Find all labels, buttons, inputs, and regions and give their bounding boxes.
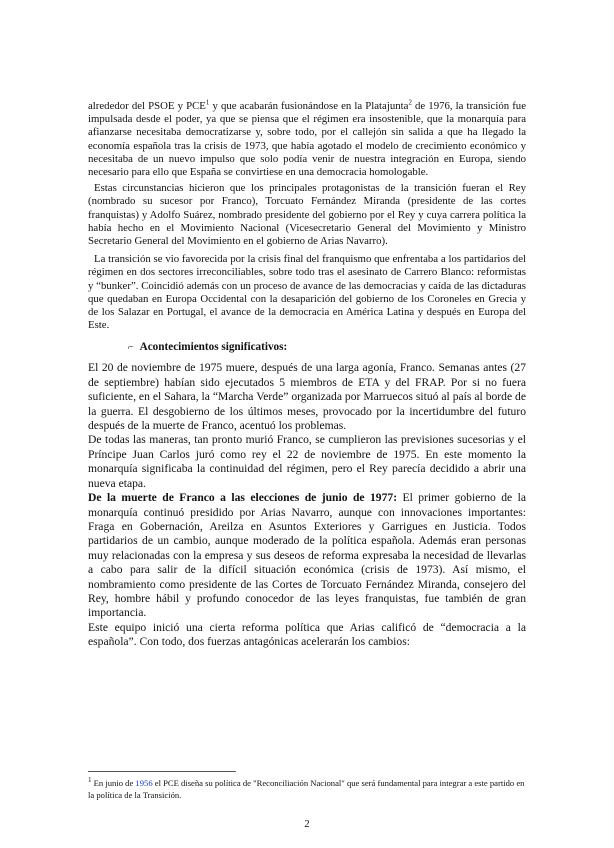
text-run: el PCE diseña su política de "Reconciliación Nacional" que será fundamental para integrar a este partido en la política de la Transición. — [88, 778, 525, 801]
footnote-year-link[interactable]: 1956 — [135, 778, 153, 788]
subheading-inline: De la muerte de Franco a las elecciones de junio de 1977: — [88, 491, 398, 505]
paragraph-first-government — [88, 491, 526, 621]
paragraph-succession: De todas las maneras, tan pronto murió Franco, se cumplieron las previsiones sucesorias y el Príncipe Juan Carlos juró como rey el 22 de noviembre de 1975. En este momento la monarquía significaba la continuidad del régimen, pero el Rey parecía decidido a abrir una nueva etapa. — [88, 433, 526, 490]
paragraph-reform: Este equipo inició una cierta reforma política que Arias calificó de “democracia a la española”. Con todo, dos fuerzas antagónicas acelerarán los cambios: — [88, 620, 526, 649]
bullet-icon: ⌐ — [128, 342, 134, 354]
section-heading — [88, 340, 526, 355]
footnote-ref-1[interactable]: 1 — [205, 98, 210, 107]
footnote-mark: 1 — [88, 776, 92, 785]
footnote-ref-2[interactable]: 2 — [408, 98, 412, 107]
document-body — [88, 100, 526, 650]
text-run: En junio de — [91, 778, 136, 788]
text-run: y que acabarán fusionándose en la Platajunta — [209, 100, 409, 112]
page-number: 2 — [304, 818, 310, 830]
text-run: El primer gobierno de la monarquía continuó presidido por Arias Navarro, aunque con innovaciones importantes: Fraga en Gobernación, Areilza en Asuntos Exteriores y Garrigues en Justicia. Todos partidarios de un cambio, aunque moderado de la política española. Además eran personas muy relacionadas con la empresa y sus deseos de reforma expresaba la necesidad de llevarlas a cabo para salir de la difícil situación económica (crisis de 1973). Así mismo, el nombramiento como presidente de las Cortes de Torcuato Fernández Miranda, consejero del Rey, hombre hábil y profundo conocedor de las leyes franquistas, fue también de gran importancia. — [88, 491, 526, 620]
footnote — [88, 777, 526, 801]
text-run: alrededor del PSOE y PCE — [88, 100, 206, 112]
paragraph-crisis: La transición se vio favorecida por la crisis final del franquismo que enfrentaba a los partidarios del régimen en dos sectores irreconciliables, sobre todo tras el asesinato de Carrero Blanco: reformistas y “bunker”. Coincidió además con un proceso de avance de las democracias y caída de las dictaduras que quedaban en Europa Occidental con la desaparición del gobierno de los Coroneles en Grecia y de los Salazar en Portugal, el avance de la democracia en América Latina y después en Europa del Este. — [88, 253, 526, 332]
text-run: de 1976, la transición fue impulsada desde el poder, ya que se piensa que el régimen era insostenible, que la monarquía para afianzarse necesitaba democratizarse y, sobre todo, por el callejón sin salida a que ha llegado la economía española tras la crisis de 1973, que había agotado el modelo de crecimiento económico y necesitaba de un nuevo impulso que solo podía venir de nuestra integración en Europa, siendo necesario para ello que España se convirtiese en una democracia homologable. — [88, 100, 527, 179]
section-heading-text: Acontecimientos significativos: — [139, 341, 288, 354]
paragraph-franco-death: El 20 de noviembre de 1975 muere, después de una larga agonía, Franco. Semanas antes (27 de septiembre) habían sido ejecutados 5 miembros de ETA y del FRAP. Por si no fuera suficiente, en el Sahara, la “Marcha Verde” organizada por Marruecos situó al país al borde de la guerra. El desgobierno de los últimos meses, provocado por la incertidumbre del futuro después de la muerte de Franco, acentuó los problemas. — [88, 361, 526, 433]
paragraph-protagonists: Estas circunstancias hicieron que los principales protagonistas de la transición fueran el Rey (nombrado su sucesor por Franco), Torcuato Fernández Miranda (presidente de las cortes franquistas) y Adolfo Suárez, nombrado presidente del gobierno por el Rey y cuya carrera política la había hecho en el Movimiento Nacional (Vicesecretario General del Movimiento y Ministro Secretario General del Movimiento en el gobierno de Arias Navarro). — [88, 182, 526, 248]
paragraph-intro — [88, 100, 526, 179]
footnote-divider — [88, 771, 236, 772]
